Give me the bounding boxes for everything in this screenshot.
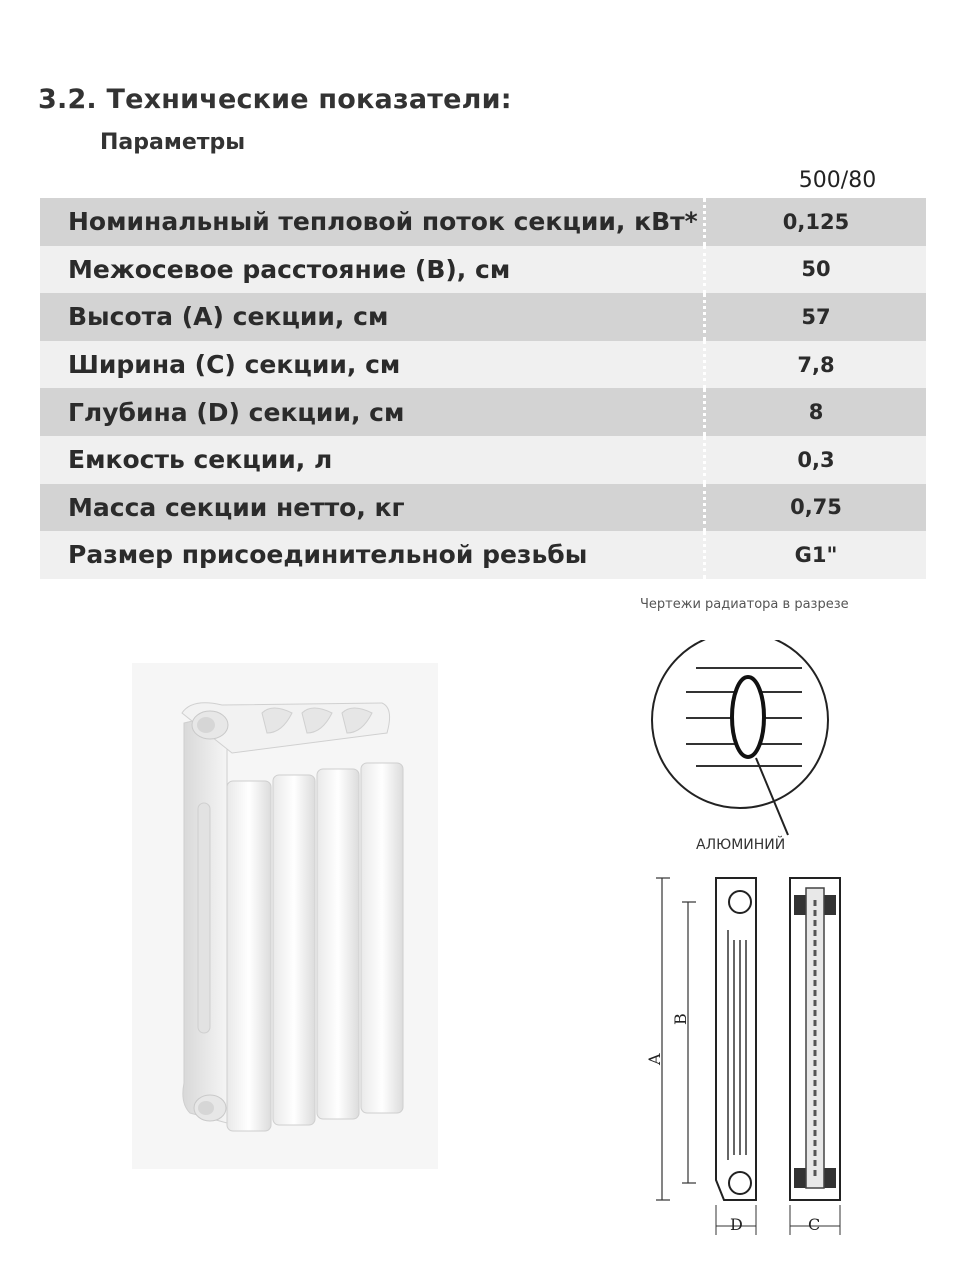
dim-c-label: C [808,1215,821,1234]
section-subheading: Параметры [100,130,246,155]
front-view [790,878,840,1235]
side-view [716,878,756,1235]
row-value: 50 [801,257,831,282]
table-row [40,246,926,294]
column-header: 500/80 [798,168,877,193]
row-label: Межосевое расстояние (В), см [40,246,706,294]
cross-section-drawing [630,640,940,1240]
dim-b-label: B [671,1013,690,1025]
dim-d-label: D [730,1215,743,1234]
row-value: 8 [808,400,824,425]
row-value: G1" [794,542,838,567]
row-label: Масса секции нетто, кг [40,484,706,532]
section-heading: 3.2. Технические показатели: [38,84,512,115]
table-row [40,531,926,579]
material-label: АЛЮМИНИЙ [696,837,786,853]
table-row [40,436,926,484]
dimension-lines [656,878,696,1200]
row-value: 57 [801,304,831,329]
table-row [40,341,926,389]
drawing-caption: Чертежи радиатора в разрезе [640,597,849,612]
table-row [40,484,926,532]
table-row [40,293,926,341]
radiator-illustration [132,663,438,1169]
table-row [40,388,926,436]
aluminium-profile [732,677,764,757]
row-label: Глубина (D) секции, см [40,388,706,436]
radiator-photo [132,663,438,1169]
row-value: 7,8 [797,352,835,377]
row-label: Емкость секции, л [40,436,706,484]
dim-a-label: A [645,1053,664,1065]
row-value: 0,3 [797,447,835,472]
row-value: 0,125 [782,209,850,234]
row-label: Высота (А) секции, см [40,293,706,341]
row-value: 0,75 [790,495,842,520]
row-label: Размер присоединительной резьбы [40,531,706,579]
row-label: Ширина (С) секции, см [40,341,706,389]
parameters-table [40,198,926,579]
table-row [40,198,926,246]
row-label: Номинальный тепловой поток секции, кВт* [40,198,706,246]
